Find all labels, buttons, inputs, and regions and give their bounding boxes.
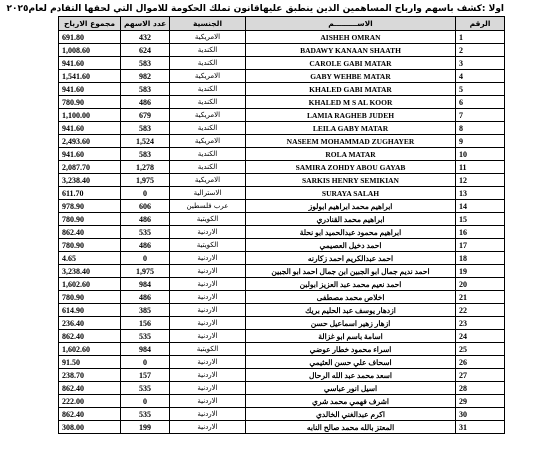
cell-shares: 1,278 (121, 161, 170, 174)
cell-number: 21 (456, 291, 505, 304)
cell-shares: 1,524 (121, 135, 170, 148)
cell-shares: 157 (121, 369, 170, 382)
cell-number: 15 (456, 213, 505, 226)
table-row (59, 44, 505, 57)
cell-name: اسحاف علي حسن العثيمي (246, 356, 456, 369)
cell-number: 4 (456, 70, 505, 83)
cell-profits: 941.60 (59, 122, 121, 135)
table-row (59, 148, 505, 161)
cell-number: 29 (456, 395, 505, 408)
cell-name: KHALED M S AL KOOR (246, 96, 456, 109)
cell-shares: 385 (121, 304, 170, 317)
cell-name: احمد نديم جمال ابو الجبين ابن جمال احمد ابو الجبين (246, 265, 456, 278)
table-row (59, 96, 505, 109)
cell-nationality: الاردنية (170, 382, 246, 395)
cell-profits: 862.40 (59, 330, 121, 343)
cell-profits: 780.90 (59, 213, 121, 226)
table-row (59, 135, 505, 148)
cell-shares: 535 (121, 408, 170, 421)
cell-profits: 941.60 (59, 148, 121, 161)
cell-number: 11 (456, 161, 505, 174)
cell-name: BADAWY KANAAN SHAATH (246, 44, 456, 57)
cell-nationality: الامريكية (170, 174, 246, 187)
header-name: الاســـــــــم (246, 17, 456, 31)
table-row (59, 226, 505, 239)
cell-profits: 2,493.60 (59, 135, 121, 148)
table-row (59, 70, 505, 83)
table-row (59, 304, 505, 317)
table-row (59, 174, 505, 187)
cell-name: اسعد محمد عبد الله الرحال (246, 369, 456, 382)
cell-profits: 3,238.40 (59, 174, 121, 187)
cell-number: 2 (456, 44, 505, 57)
cell-nationality: الامريكية (170, 31, 246, 44)
cell-profits: 1,541.60 (59, 70, 121, 83)
cell-shares: 0 (121, 356, 170, 369)
cell-nationality: الاردنية (170, 395, 246, 408)
cell-number: 24 (456, 330, 505, 343)
table-row (59, 395, 505, 408)
table-row (59, 109, 505, 122)
cell-profits: 4.65 (59, 252, 121, 265)
cell-nationality: الاردنية (170, 369, 246, 382)
cell-nationality: الكويتية (170, 239, 246, 252)
table-row (59, 213, 505, 226)
cell-profits: 222.00 (59, 395, 121, 408)
table-row (59, 200, 505, 213)
cell-name: احمد دخيل العصيمي (246, 239, 456, 252)
cell-profits: 780.90 (59, 96, 121, 109)
cell-shares: 1,975 (121, 265, 170, 278)
cell-profits: 91.50 (59, 356, 121, 369)
cell-number: 1 (456, 31, 505, 44)
cell-name: CAROLE GABI MATAR (246, 57, 456, 70)
cell-profits: 236.40 (59, 317, 121, 330)
cell-name: اسامة باسم ابو غزالة (246, 330, 456, 343)
cell-nationality: الاردنية (170, 356, 246, 369)
cell-shares: 606 (121, 200, 170, 213)
table-row (59, 161, 505, 174)
cell-nationality: الاردنية (170, 304, 246, 317)
table-row (59, 356, 505, 369)
table-row (59, 239, 505, 252)
cell-shares: 156 (121, 317, 170, 330)
cell-nationality: الامريكية (170, 70, 246, 83)
cell-name: ابراهيم محمد ابراهيم ابولوز (246, 200, 456, 213)
cell-nationality: عرب فلسطين (170, 200, 246, 213)
cell-nationality: الاردنية (170, 291, 246, 304)
cell-number: 30 (456, 408, 505, 421)
cell-number: 12 (456, 174, 505, 187)
table-row (59, 343, 505, 356)
cell-name: ازدهار يوسف عبد الحليم بريك (246, 304, 456, 317)
cell-shares: 199 (121, 421, 170, 434)
sheet-title: اولا :كشف باسهم وارباح المساهمين الذين ينطبق عليهاقانون تملك الحكومة للاموال التي لحقها التقادم لعام٢٠٢٥ (6, 4, 504, 14)
cell-name: ابراهيم محمود عبدالحميد ابو نحلة (246, 226, 456, 239)
cell-profits: 614.90 (59, 304, 121, 317)
cell-name: اخلاص محمد مصطفى (246, 291, 456, 304)
table-header-row (59, 17, 505, 31)
cell-shares: 984 (121, 343, 170, 356)
cell-shares: 535 (121, 226, 170, 239)
table-row (59, 421, 505, 434)
cell-profits: 941.60 (59, 83, 121, 96)
cell-profits: 2,087.70 (59, 161, 121, 174)
table-row (59, 265, 505, 278)
cell-name: احمد عبدالكريم احمد زكارنه (246, 252, 456, 265)
cell-name: SAMIRA ZOHDY ABOU GAYAB (246, 161, 456, 174)
header-nationality: الجنسية (170, 17, 246, 31)
cell-profits: 862.40 (59, 408, 121, 421)
cell-name: SARKIS HENRY SEMIKIAN (246, 174, 456, 187)
cell-profits: 691.80 (59, 31, 121, 44)
cell-profits: 1,602.60 (59, 343, 121, 356)
table-row (59, 122, 505, 135)
cell-shares: 535 (121, 330, 170, 343)
cell-name: ابراهيم محمد القنادري (246, 213, 456, 226)
cell-number: 9 (456, 135, 505, 148)
cell-number: 6 (456, 96, 505, 109)
cell-nationality: الكندية (170, 122, 246, 135)
cell-shares: 535 (121, 382, 170, 395)
cell-shares: 0 (121, 187, 170, 200)
cell-number: 5 (456, 83, 505, 96)
cell-shares: 583 (121, 148, 170, 161)
cell-number: 27 (456, 369, 505, 382)
cell-shares: 583 (121, 83, 170, 96)
cell-name: GABY WEHBE MATAR (246, 70, 456, 83)
cell-number: 14 (456, 200, 505, 213)
table-row (59, 382, 505, 395)
cell-profits: 1,602.60 (59, 278, 121, 291)
cell-shares: 984 (121, 278, 170, 291)
cell-name: AISHEH OMRAN (246, 31, 456, 44)
cell-profits: 780.90 (59, 239, 121, 252)
header-shares: عدد الاسهم (121, 17, 170, 31)
header-profits: مجموع الارباح (59, 17, 121, 31)
cell-shares: 583 (121, 57, 170, 70)
cell-name: KHALED GABI MATAR (246, 83, 456, 96)
cell-name: المعتز بالله محمد صالح النابه (246, 421, 456, 434)
cell-shares: 432 (121, 31, 170, 44)
cell-shares: 982 (121, 70, 170, 83)
cell-number: 18 (456, 252, 505, 265)
cell-shares: 624 (121, 44, 170, 57)
cell-nationality: الاردنية (170, 330, 246, 343)
cell-nationality: الكندية (170, 44, 246, 57)
cell-profits: 1,100.00 (59, 109, 121, 122)
cell-profits: 862.40 (59, 226, 121, 239)
cell-nationality: الاردنية (170, 317, 246, 330)
cell-nationality: الكويتية (170, 213, 246, 226)
cell-name: NASEEM MOHAMMAD ZUGHAYER (246, 135, 456, 148)
cell-number: 13 (456, 187, 505, 200)
shareholders-table (58, 16, 505, 434)
cell-number: 8 (456, 122, 505, 135)
cell-nationality: الاردنية (170, 278, 246, 291)
table-row (59, 317, 505, 330)
cell-name: ROLA MATAR (246, 148, 456, 161)
table-row (59, 252, 505, 265)
cell-nationality: الكندية (170, 83, 246, 96)
cell-nationality: الكندية (170, 161, 246, 174)
table-row (59, 57, 505, 70)
cell-nationality: الاسترالية (170, 187, 246, 200)
table-row (59, 187, 505, 200)
cell-shares: 1,975 (121, 174, 170, 187)
table-row (59, 369, 505, 382)
cell-shares: 583 (121, 122, 170, 135)
table-row (59, 83, 505, 96)
table-row (59, 278, 505, 291)
cell-number: 3 (456, 57, 505, 70)
cell-shares: 679 (121, 109, 170, 122)
cell-profits: 941.60 (59, 57, 121, 70)
cell-name: SURAYA SALAH (246, 187, 456, 200)
cell-nationality: الكويتية (170, 343, 246, 356)
cell-number: 10 (456, 148, 505, 161)
cell-number: 23 (456, 317, 505, 330)
cell-name: اكرم عبدالغني الخالدي (246, 408, 456, 421)
cell-nationality: الاردنية (170, 226, 246, 239)
cell-name: احمد نعيم محمد عبد العزيز ابولبن (246, 278, 456, 291)
cell-name: اشرف فهمي محمد شري (246, 395, 456, 408)
cell-name: اسيل انور عباسي (246, 382, 456, 395)
cell-number: 25 (456, 343, 505, 356)
cell-nationality: الكندية (170, 148, 246, 161)
cell-nationality: الامريكية (170, 135, 246, 148)
table-row (59, 291, 505, 304)
cell-profits: 780.90 (59, 291, 121, 304)
cell-profits: 238.70 (59, 369, 121, 382)
cell-name: اسراء محمود خطار عوضي (246, 343, 456, 356)
cell-number: 31 (456, 421, 505, 434)
cell-profits: 862.40 (59, 382, 121, 395)
cell-profits: 1,008.60 (59, 44, 121, 57)
cell-number: 19 (456, 265, 505, 278)
cell-profits: 611.70 (59, 187, 121, 200)
shareholders-sheet (6, 4, 504, 434)
cell-profits: 3,238.40 (59, 265, 121, 278)
cell-name: ازهار زهير اسماعيل حسن (246, 317, 456, 330)
cell-profits: 308.00 (59, 421, 121, 434)
cell-profits: 978.90 (59, 200, 121, 213)
cell-nationality: الاردنية (170, 421, 246, 434)
cell-nationality: الكندية (170, 57, 246, 70)
cell-shares: 486 (121, 239, 170, 252)
cell-number: 22 (456, 304, 505, 317)
cell-nationality: الاردنية (170, 265, 246, 278)
cell-nationality: الامريكية (170, 109, 246, 122)
cell-shares: 486 (121, 291, 170, 304)
cell-number: 16 (456, 226, 505, 239)
cell-nationality: الاردنية (170, 408, 246, 421)
cell-nationality: الكندية (170, 96, 246, 109)
cell-number: 17 (456, 239, 505, 252)
cell-shares: 486 (121, 96, 170, 109)
cell-shares: 486 (121, 213, 170, 226)
cell-shares: 0 (121, 252, 170, 265)
cell-number: 28 (456, 382, 505, 395)
table-body (59, 31, 505, 434)
cell-number: 26 (456, 356, 505, 369)
cell-shares: 0 (121, 395, 170, 408)
table-row (59, 330, 505, 343)
cell-name: LAMIA RAGHEB JUDEH (246, 109, 456, 122)
cell-number: 7 (456, 109, 505, 122)
cell-nationality: الاردنية (170, 252, 246, 265)
cell-number: 20 (456, 278, 505, 291)
header-number: الرقم (456, 17, 505, 31)
cell-name: LEILA GABY MATAR (246, 122, 456, 135)
table-row (59, 31, 505, 44)
table-row (59, 408, 505, 421)
